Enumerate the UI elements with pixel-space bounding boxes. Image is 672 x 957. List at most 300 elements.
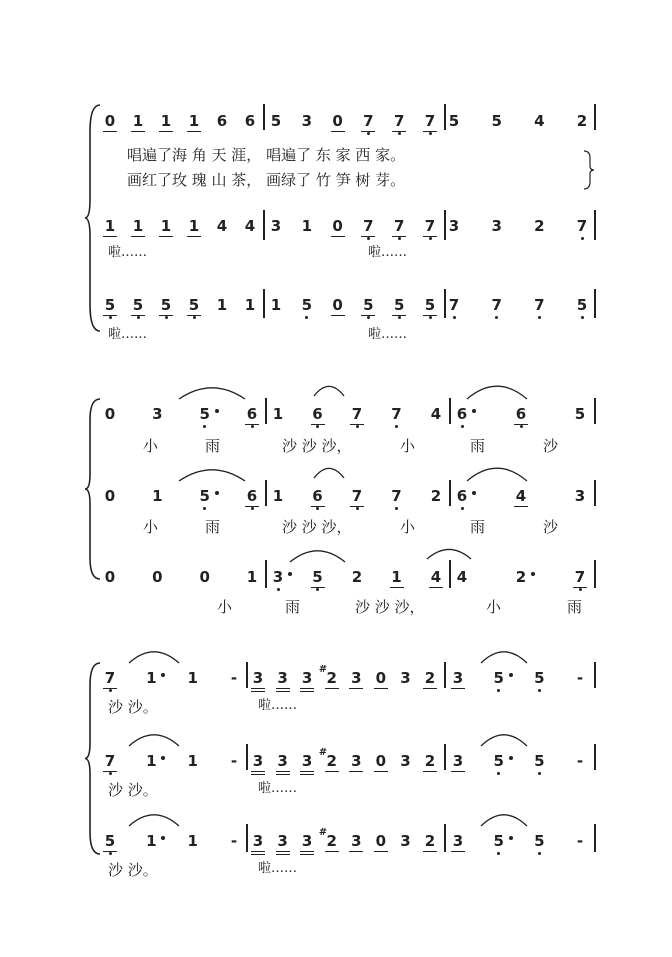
low-octave-dot	[316, 588, 319, 591]
note	[102, 294, 118, 320]
beam-line	[311, 587, 325, 588]
note-digit: 1	[244, 296, 256, 314]
note	[360, 110, 376, 136]
note	[214, 110, 230, 136]
augmentation-dot	[509, 756, 513, 760]
note-digit: 1	[272, 405, 284, 423]
note-digit: 5	[493, 752, 504, 770]
note	[186, 294, 202, 320]
note-digit: 3	[400, 752, 411, 770]
note-digit: 7	[104, 669, 116, 687]
note-digit: 6	[456, 405, 468, 423]
beam-line	[300, 851, 314, 852]
dash-extension	[226, 667, 242, 693]
beam-line	[131, 236, 145, 237]
barline	[594, 824, 596, 852]
beam-line	[423, 315, 437, 316]
note	[330, 215, 346, 241]
note-digit: 3	[301, 669, 313, 687]
beam-line	[392, 131, 406, 132]
note-digit: 1	[132, 217, 144, 235]
barline	[594, 480, 596, 506]
low-octave-dot	[305, 316, 308, 319]
beam-line	[361, 131, 375, 132]
note-digit: 5	[188, 296, 200, 314]
note-digit: 3	[272, 568, 284, 586]
note-digit: 3	[152, 405, 163, 423]
note-digit: 0	[152, 568, 163, 586]
note-digit: 0	[332, 296, 343, 314]
lyric-text: 沙 沙。	[108, 781, 158, 799]
low-octave-dot	[395, 507, 398, 510]
low-octave-dot	[109, 689, 112, 692]
note-digit: 3	[452, 752, 464, 770]
note-digit: 6	[456, 487, 468, 505]
beam-line	[361, 236, 375, 237]
note	[270, 566, 286, 592]
note-digit: 2	[326, 752, 337, 770]
note-digit: 1	[188, 112, 200, 130]
note	[299, 215, 315, 241]
low-octave-dot	[367, 316, 370, 319]
note-digit: 7	[351, 487, 363, 505]
note-digit: 3	[277, 752, 288, 770]
note	[373, 667, 389, 693]
slur-arc	[128, 649, 180, 665]
augmentation-dot	[472, 491, 476, 495]
note	[250, 830, 266, 856]
note	[348, 667, 364, 693]
beam-line	[311, 506, 325, 507]
beam-line	[451, 688, 465, 689]
low-octave-dot	[398, 237, 401, 240]
augmentation-dot	[215, 409, 219, 413]
beam-line	[374, 688, 388, 689]
notation-row	[0, 294, 672, 320]
augmentation-dot	[509, 673, 513, 677]
beam-line	[131, 131, 145, 132]
beam-line	[103, 315, 117, 316]
low-octave-dot	[277, 588, 280, 591]
note-digit: 4	[216, 217, 228, 235]
note	[318, 827, 340, 856]
note-digit: 7	[393, 112, 405, 130]
low-octave-dot	[316, 425, 319, 428]
note-digit: 1	[301, 217, 313, 235]
barline	[444, 662, 446, 688]
note	[102, 403, 118, 429]
beam-line	[392, 236, 406, 237]
low-octave-dot	[429, 132, 432, 135]
note	[574, 294, 590, 320]
barline	[263, 104, 265, 130]
dash-extension	[226, 830, 242, 856]
note-digit: 3	[252, 752, 264, 770]
note	[244, 403, 260, 429]
note	[130, 215, 146, 241]
augmentation-dot	[215, 491, 219, 495]
beam-line	[159, 131, 173, 132]
note	[531, 830, 547, 856]
barline	[594, 662, 596, 688]
lyric-text: 雨	[470, 437, 486, 455]
note-digit: 3	[252, 832, 264, 850]
lyric-text: 唱遍了海 角 天 涯， 唱遍了 东 家 西 家。	[127, 146, 406, 164]
note	[422, 110, 438, 136]
beam-line	[573, 587, 587, 588]
low-octave-dot	[581, 237, 584, 240]
note-digit: 2	[326, 832, 337, 850]
slur-arc	[426, 547, 472, 561]
beam-line	[423, 131, 437, 132]
beam-line	[514, 424, 528, 425]
note	[349, 566, 365, 592]
note	[158, 294, 174, 320]
note	[268, 294, 284, 320]
note-digit: 7	[393, 217, 405, 235]
note	[428, 566, 444, 592]
note-digit: 5	[312, 568, 323, 586]
lyric-text: 沙 沙 沙，	[355, 598, 425, 616]
note	[422, 830, 438, 856]
lyric-text: 雨	[285, 598, 301, 616]
note-digit: 7	[363, 112, 374, 130]
slur-arc	[178, 385, 246, 401]
lyric-text: 沙 沙 沙，	[282, 437, 352, 455]
note	[330, 110, 346, 136]
note-digit: 6	[244, 112, 256, 130]
note	[391, 215, 407, 241]
beam-line	[429, 587, 443, 588]
beam-line	[159, 315, 173, 316]
note	[446, 294, 462, 320]
note-digit: 5	[393, 296, 405, 314]
note-digit: 5	[448, 112, 460, 130]
note-digit: 1	[216, 296, 228, 314]
note-digit: 5	[199, 405, 210, 423]
beam-line	[349, 771, 363, 772]
note	[454, 566, 470, 592]
note	[574, 215, 590, 241]
la-syllable: 啦……	[108, 327, 148, 342]
beam-line	[103, 131, 117, 132]
beam-line	[423, 771, 437, 772]
note	[197, 566, 213, 592]
barline	[246, 662, 248, 688]
note	[242, 110, 258, 136]
note	[185, 750, 201, 776]
slur-arc	[480, 812, 528, 828]
barline	[246, 824, 248, 852]
slur-arc	[466, 383, 528, 401]
note	[268, 215, 284, 241]
beam-line	[423, 851, 437, 852]
low-octave-dot	[165, 316, 168, 319]
note	[513, 403, 529, 429]
beam-line	[423, 236, 437, 237]
sharp-sign: #	[318, 664, 328, 675]
note	[186, 110, 202, 136]
low-octave-dot	[538, 852, 541, 855]
note-digit: 6	[246, 487, 258, 505]
note	[102, 750, 118, 776]
note	[389, 566, 405, 592]
note	[373, 830, 389, 856]
slur-arc	[178, 467, 246, 483]
note-digit: 7	[574, 568, 586, 586]
barline	[594, 744, 596, 770]
note-digit: 4	[456, 568, 468, 586]
note-digit: 0	[375, 832, 387, 850]
note	[389, 485, 405, 511]
note-digit: 5	[493, 832, 504, 850]
note-digit: 5	[534, 832, 545, 850]
verse-brace	[582, 150, 596, 190]
notation-row	[0, 747, 672, 776]
note-digit: 1	[187, 832, 198, 850]
note	[531, 110, 547, 136]
beam-line	[276, 688, 290, 689]
barline	[444, 210, 446, 240]
note	[185, 830, 201, 856]
augmentation-dot	[288, 572, 292, 576]
low-octave-dot	[316, 507, 319, 510]
note	[242, 215, 258, 241]
slur-arc	[128, 732, 180, 748]
note	[130, 110, 146, 136]
barline	[444, 744, 446, 770]
note-digit: 7	[424, 217, 436, 235]
note-digit: 3	[351, 832, 362, 850]
slur-arc	[313, 384, 345, 398]
note-digit: 0	[104, 112, 116, 130]
low-octave-dot	[251, 425, 254, 428]
beam-line	[131, 315, 145, 316]
note	[360, 294, 376, 320]
beam-line	[251, 851, 265, 852]
low-octave-dot	[538, 316, 541, 319]
note-digit: 0	[332, 112, 343, 130]
note-digit: 1	[246, 568, 258, 586]
augmentation-dot	[531, 572, 535, 576]
lyric-text: 雨	[205, 518, 221, 536]
note	[491, 667, 507, 693]
note	[310, 485, 326, 511]
low-octave-dot	[495, 316, 498, 319]
beam-line	[361, 315, 375, 316]
note-digit: 1	[188, 217, 200, 235]
sharp-sign: #	[318, 747, 328, 758]
beam-line	[159, 236, 173, 237]
la-syllable: 啦……	[258, 698, 298, 713]
note-digit: -	[230, 669, 238, 687]
note-digit: 1	[187, 752, 198, 770]
la-syllable: 啦……	[258, 861, 298, 876]
note-digit: 3	[270, 217, 282, 235]
note-digit: 5	[160, 296, 172, 314]
note	[391, 110, 407, 136]
lyric-text: 小	[217, 598, 233, 616]
note-digit: 4	[430, 405, 442, 423]
note	[310, 566, 326, 592]
barline	[594, 289, 596, 318]
note-digit: 2	[576, 112, 588, 130]
note	[422, 294, 438, 320]
note-digit: 4	[515, 487, 527, 505]
note-digit: 0	[104, 405, 116, 423]
note	[513, 485, 529, 511]
note	[242, 294, 258, 320]
note	[574, 110, 590, 136]
notation-row	[0, 485, 672, 511]
note-digit: 7	[576, 217, 588, 235]
note	[349, 485, 365, 511]
lyric-text: 小	[400, 437, 416, 455]
note-digit: 6	[216, 112, 228, 130]
slur-arc	[466, 465, 528, 483]
barline	[265, 560, 267, 588]
beam-line	[331, 236, 345, 237]
note	[446, 215, 462, 241]
note-digit: 1	[391, 568, 402, 586]
note-digit: 3	[452, 669, 464, 687]
beam-line	[300, 774, 314, 775]
beam-line	[325, 771, 339, 772]
note	[450, 830, 466, 856]
note-digit: 7	[491, 296, 502, 314]
note	[397, 667, 413, 693]
note	[275, 830, 291, 856]
beam-line	[423, 688, 437, 689]
note-digit: 5	[424, 296, 436, 314]
lyric-text: 沙 沙 沙，	[282, 518, 352, 536]
low-octave-dot	[367, 237, 370, 240]
note	[330, 294, 346, 320]
notation-row	[0, 110, 672, 136]
notation-row	[0, 827, 672, 856]
note-digit: 1	[146, 752, 157, 770]
la-syllable: 啦……	[258, 781, 298, 796]
low-octave-dot	[497, 772, 500, 775]
slur-arc	[313, 466, 345, 480]
dash-extension	[572, 750, 588, 776]
note	[244, 566, 260, 592]
note	[158, 110, 174, 136]
beam-line	[187, 131, 201, 132]
barline	[263, 289, 265, 318]
low-octave-dot	[203, 425, 206, 428]
note-digit: 4	[534, 112, 545, 130]
augmentation-dot	[161, 836, 165, 840]
barline	[594, 210, 596, 240]
note-digit: 5	[363, 296, 374, 314]
note	[373, 750, 389, 776]
note-digit: 3	[400, 669, 411, 687]
note	[360, 215, 376, 241]
note	[572, 566, 588, 592]
note	[348, 830, 364, 856]
note-digit: 2	[534, 217, 545, 235]
slur-arc	[289, 548, 346, 564]
note-digit: 4	[430, 568, 442, 586]
sharp-sign: #	[318, 827, 328, 838]
note-digit: -	[230, 752, 238, 770]
note-digit: 1	[132, 112, 144, 130]
note-digit: 2	[424, 669, 436, 687]
notation-row	[0, 403, 672, 429]
beam-line	[311, 424, 325, 425]
note	[391, 294, 407, 320]
beam-line	[245, 424, 259, 425]
note	[299, 830, 315, 856]
lyric-text: 沙	[543, 437, 559, 455]
note-digit: 3	[301, 112, 313, 130]
note-digit: 7	[391, 487, 402, 505]
note	[275, 667, 291, 693]
lyric-text: 雨	[470, 518, 486, 536]
low-octave-dot	[367, 132, 370, 135]
note-digit: 3	[400, 832, 411, 850]
note-digit: 7	[351, 405, 363, 423]
augmentation-dot	[472, 409, 476, 413]
dash-extension	[572, 667, 588, 693]
notation-row	[0, 664, 672, 693]
note-digit: 5	[301, 296, 313, 314]
note	[318, 664, 340, 693]
lyric-text: 小	[143, 437, 159, 455]
barline	[246, 744, 248, 770]
low-octave-dot	[398, 316, 401, 319]
note-digit: 1	[187, 669, 198, 687]
note-digit: 1	[160, 112, 172, 130]
lyric-text: 沙 沙。	[108, 698, 158, 716]
note	[450, 750, 466, 776]
notation-row	[0, 215, 672, 241]
low-octave-dot	[109, 852, 112, 855]
note-digit: 5	[576, 296, 588, 314]
note	[349, 403, 365, 429]
low-octave-dot	[109, 316, 112, 319]
note-digit: 5	[574, 405, 586, 423]
beam-line	[103, 851, 117, 852]
note-digit: 0	[332, 217, 343, 235]
low-octave-dot	[538, 772, 541, 775]
note	[454, 403, 470, 429]
note	[270, 485, 286, 511]
lyric-text: 沙	[543, 518, 559, 536]
note-digit: 3	[277, 832, 288, 850]
note-digit: 3	[252, 669, 264, 687]
slur-arc	[480, 649, 528, 665]
beam-line	[350, 424, 364, 425]
note	[572, 485, 588, 511]
la-syllable: 啦……	[368, 327, 408, 342]
note-digit: 3	[448, 217, 460, 235]
note-digit: -	[576, 752, 584, 770]
note	[299, 667, 315, 693]
note-digit: 3	[491, 217, 502, 235]
note	[422, 215, 438, 241]
beam-line	[251, 688, 265, 689]
note	[572, 403, 588, 429]
note	[158, 215, 174, 241]
note-digit: 4	[244, 217, 256, 235]
beam-line	[300, 688, 314, 689]
note-digit: 1	[272, 487, 284, 505]
note-digit: 1	[104, 217, 116, 235]
low-octave-dot	[461, 425, 464, 428]
note	[186, 215, 202, 241]
